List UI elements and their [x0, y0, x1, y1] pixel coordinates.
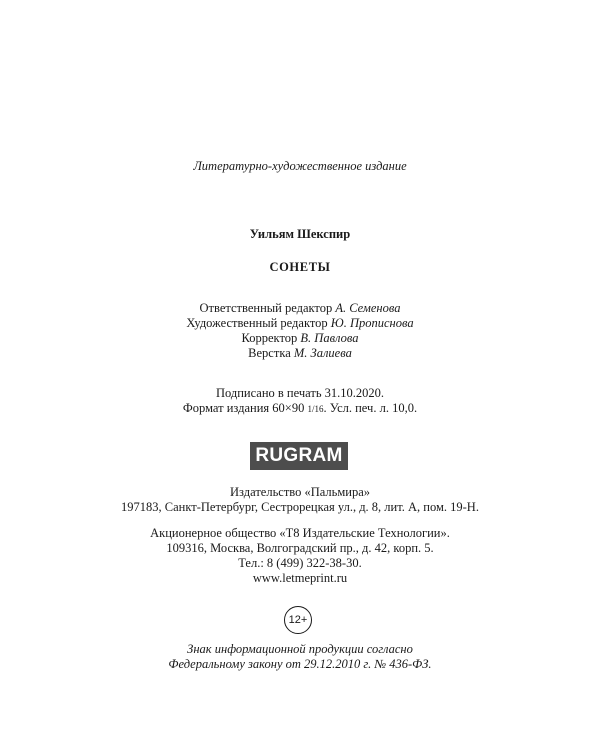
credit-role: Художественный редактор: [186, 316, 328, 330]
publisher-name: Издательство «Пальмира»: [230, 485, 370, 499]
credit-line: [0, 315, 600, 331]
credit-person: М. Залиева: [293, 346, 352, 360]
law-notice-line: Знак информационной продукции согласно: [187, 642, 413, 656]
credit-person: Ю. Прописнова: [330, 316, 414, 330]
publisher-address: 197183, Санкт-Петербург, Сестрорецкая ул., д. 8, лит. А, пом. 19-Н.: [121, 500, 479, 514]
credit-role: Корректор: [241, 331, 298, 345]
credit-person: В. Павлова: [300, 331, 359, 345]
age-rating-badge: 12+: [284, 606, 312, 634]
printer-website: www.letmeprint.ru: [252, 571, 348, 585]
credit-role: Верстка: [248, 346, 291, 360]
book-title: СОНЕТЫ: [269, 260, 331, 274]
credit-person: А. Семенова: [335, 301, 401, 315]
law-notice-line: Федеральному закону от 29.12.2010 г. № 436-ФЗ.: [168, 657, 432, 671]
format-prefix: Формат издания 60×90: [182, 401, 308, 415]
format-line: [0, 400, 600, 417]
printer-address: 109316, Москва, Волгоградский пр., д. 42, корп. 5.: [166, 541, 434, 555]
format-suffix: . Усл. печ. л. 10,0.: [323, 401, 418, 415]
credit-line: [0, 345, 600, 361]
edition-type: Литературно-художественное издание: [193, 159, 407, 173]
author-name: Уильям Шекспир: [249, 227, 351, 241]
credit-role: Ответственный редактор: [199, 301, 333, 315]
credit-line: [0, 330, 600, 346]
rugram-logo: RUGRAM: [250, 442, 348, 470]
format-fraction: 1/16: [307, 404, 324, 414]
printer-name: Акционерное общество «Т8 Издательские Технологии».: [150, 526, 450, 540]
credit-line: [0, 300, 600, 316]
printer-phone: Тел.: 8 (499) 322-38-30.: [238, 556, 362, 570]
signed-to-print: Подписано в печать 31.10.2020.: [215, 386, 385, 400]
